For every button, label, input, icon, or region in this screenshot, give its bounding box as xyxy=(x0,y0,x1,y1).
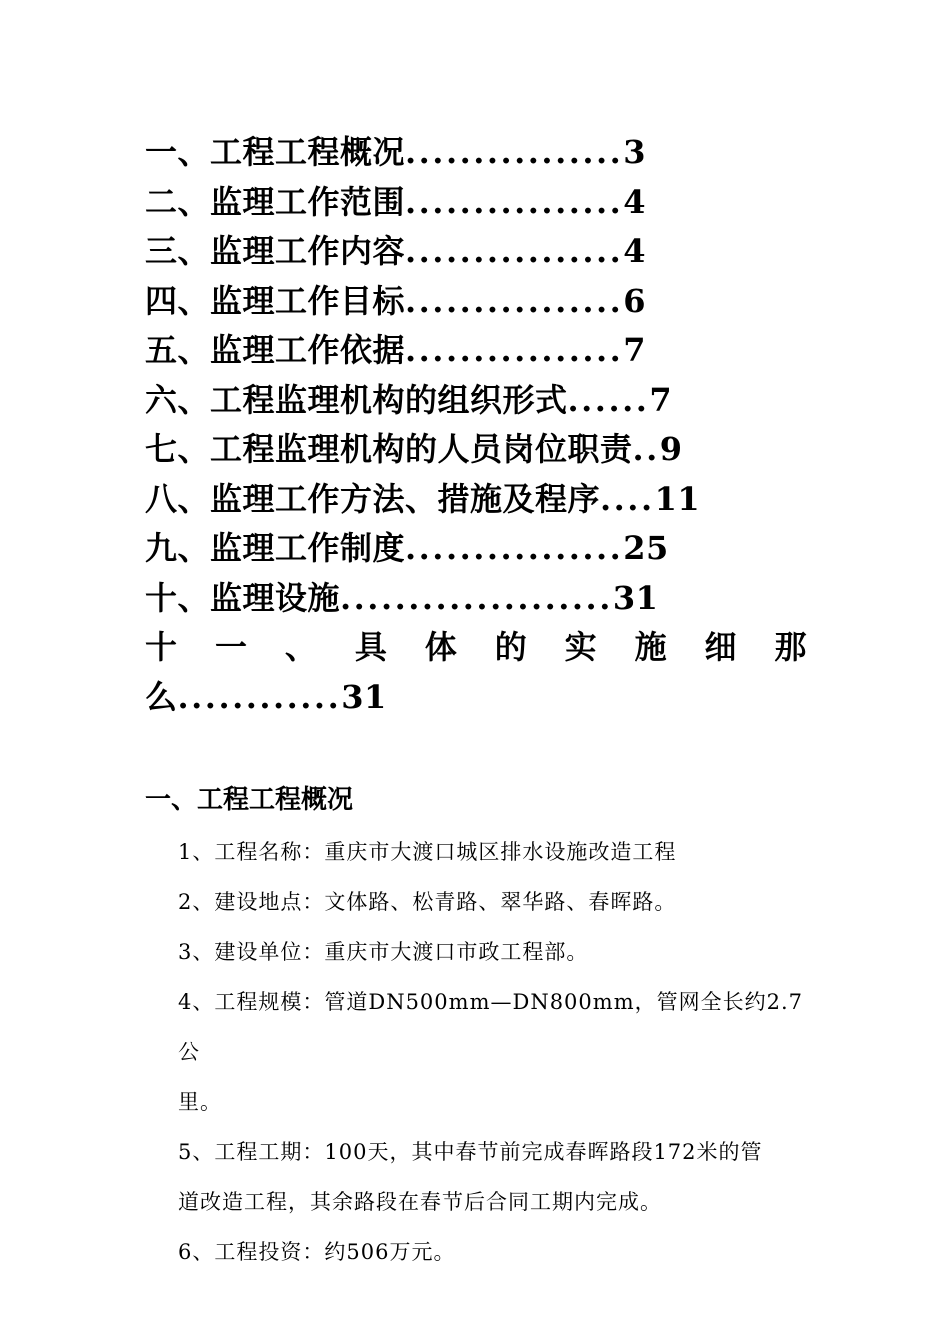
toc-page-number: 6 xyxy=(623,281,647,320)
toc-char: 具 xyxy=(354,628,388,666)
toc-page-number: 4 xyxy=(623,182,647,221)
toc-char: 的 xyxy=(494,628,528,666)
paragraph-duration: 5、工程工期：100天，其中春节前完成春晖路段172米的管 xyxy=(178,1140,763,1164)
toc-page-number: 9 xyxy=(659,430,683,468)
toc-item-6[interactable] xyxy=(145,376,810,426)
toc-page-number: 31 xyxy=(341,677,387,716)
toc-leader-dots: .... xyxy=(600,479,655,518)
toc-item-2[interactable] xyxy=(145,178,810,228)
toc-page-number: 7 xyxy=(623,331,647,369)
toc-item-label: 三、监理工作内容 xyxy=(145,232,406,270)
toc-item-label: 六、工程监理机构的组织形式 xyxy=(145,380,568,419)
toc-item-10[interactable] xyxy=(145,574,810,624)
toc-item-label: 么 xyxy=(145,677,178,716)
toc-page-number: 31 xyxy=(612,578,659,617)
toc-char: 一 xyxy=(214,628,248,666)
toc-item-label: 四、监理工作目标 xyxy=(145,281,406,320)
toc-char: 施 xyxy=(634,628,668,666)
toc-leader-dots: .. xyxy=(632,430,660,468)
paragraph-project-name: 1、工程名称：重庆市大渡口城区排水设施改造工程 xyxy=(178,840,677,864)
toc-item-11[interactable] xyxy=(145,623,807,673)
toc-item-11-continuation[interactable] xyxy=(145,673,810,723)
toc-item-4[interactable] xyxy=(145,277,810,327)
section-heading: 一、工程工程概况 xyxy=(145,785,354,815)
toc-page-number: 11 xyxy=(654,479,701,518)
toc-leader-dots: ................ xyxy=(405,133,624,171)
toc-item-7[interactable] xyxy=(145,425,810,475)
toc-page-number: 25 xyxy=(623,529,669,567)
toc-item-label: 八、监理工作方法、措施及程序 xyxy=(145,479,601,518)
toc-leader-dots: ............ xyxy=(177,677,342,716)
toc-item-3[interactable] xyxy=(145,227,810,277)
toc-leader-dots: ................ xyxy=(405,331,624,369)
toc-leader-dots: .................... xyxy=(340,578,613,617)
toc-page-number: 7 xyxy=(649,380,673,419)
toc-char: 体 xyxy=(424,628,458,666)
toc-item-label: 二、监理工作范围 xyxy=(145,182,406,221)
paragraph-duration-continued: 道改造工程，其余路段在春节后合同工期内完成。 xyxy=(178,1190,662,1214)
toc-char: 细 xyxy=(704,628,738,666)
toc-item-1[interactable] xyxy=(145,128,810,178)
paragraph-scale-continued: 里。 xyxy=(178,1090,222,1114)
toc-leader-dots: ................ xyxy=(405,182,624,221)
toc-page-number: 4 xyxy=(623,232,647,270)
toc-leader-dots: ................ xyxy=(405,232,624,270)
toc-char: 实 xyxy=(564,628,598,666)
toc-leader-dots: ................ xyxy=(405,281,624,320)
toc-item-label: 七、工程监理机构的人员岗位职责 xyxy=(145,430,633,468)
paragraph-scale: 4、工程规模：管道DN500mm—DN800mm，管网全长约2.7公 xyxy=(178,990,803,1064)
table-of-contents xyxy=(145,128,810,722)
paragraph-investment: 6、工程投资：约506万元。 xyxy=(178,1240,456,1264)
toc-leader-dots: ...... xyxy=(567,380,650,419)
paragraph-location: 2、建设地点：文体路、松青路、翠华路、春晖路。 xyxy=(178,890,677,914)
toc-item-5[interactable] xyxy=(145,326,810,376)
toc-item-label: 一、工程工程概况 xyxy=(145,133,406,171)
paragraph-owner: 3、建设单位：重庆市大渡口市政工程部。 xyxy=(178,940,589,964)
toc-char: 、 xyxy=(284,628,318,666)
toc-char: 那 xyxy=(774,628,807,666)
toc-item-label: 九、监理工作制度 xyxy=(145,529,406,567)
toc-item-label: 十、监理设施 xyxy=(145,578,341,617)
toc-page-number: 3 xyxy=(623,133,647,171)
toc-item-8[interactable] xyxy=(145,475,810,525)
section-body xyxy=(178,827,813,1277)
toc-item-9[interactable] xyxy=(145,524,810,574)
toc-char: 十 xyxy=(145,628,178,666)
toc-leader-dots: ................ xyxy=(405,529,624,567)
toc-item-label: 五、监理工作依据 xyxy=(145,331,406,369)
